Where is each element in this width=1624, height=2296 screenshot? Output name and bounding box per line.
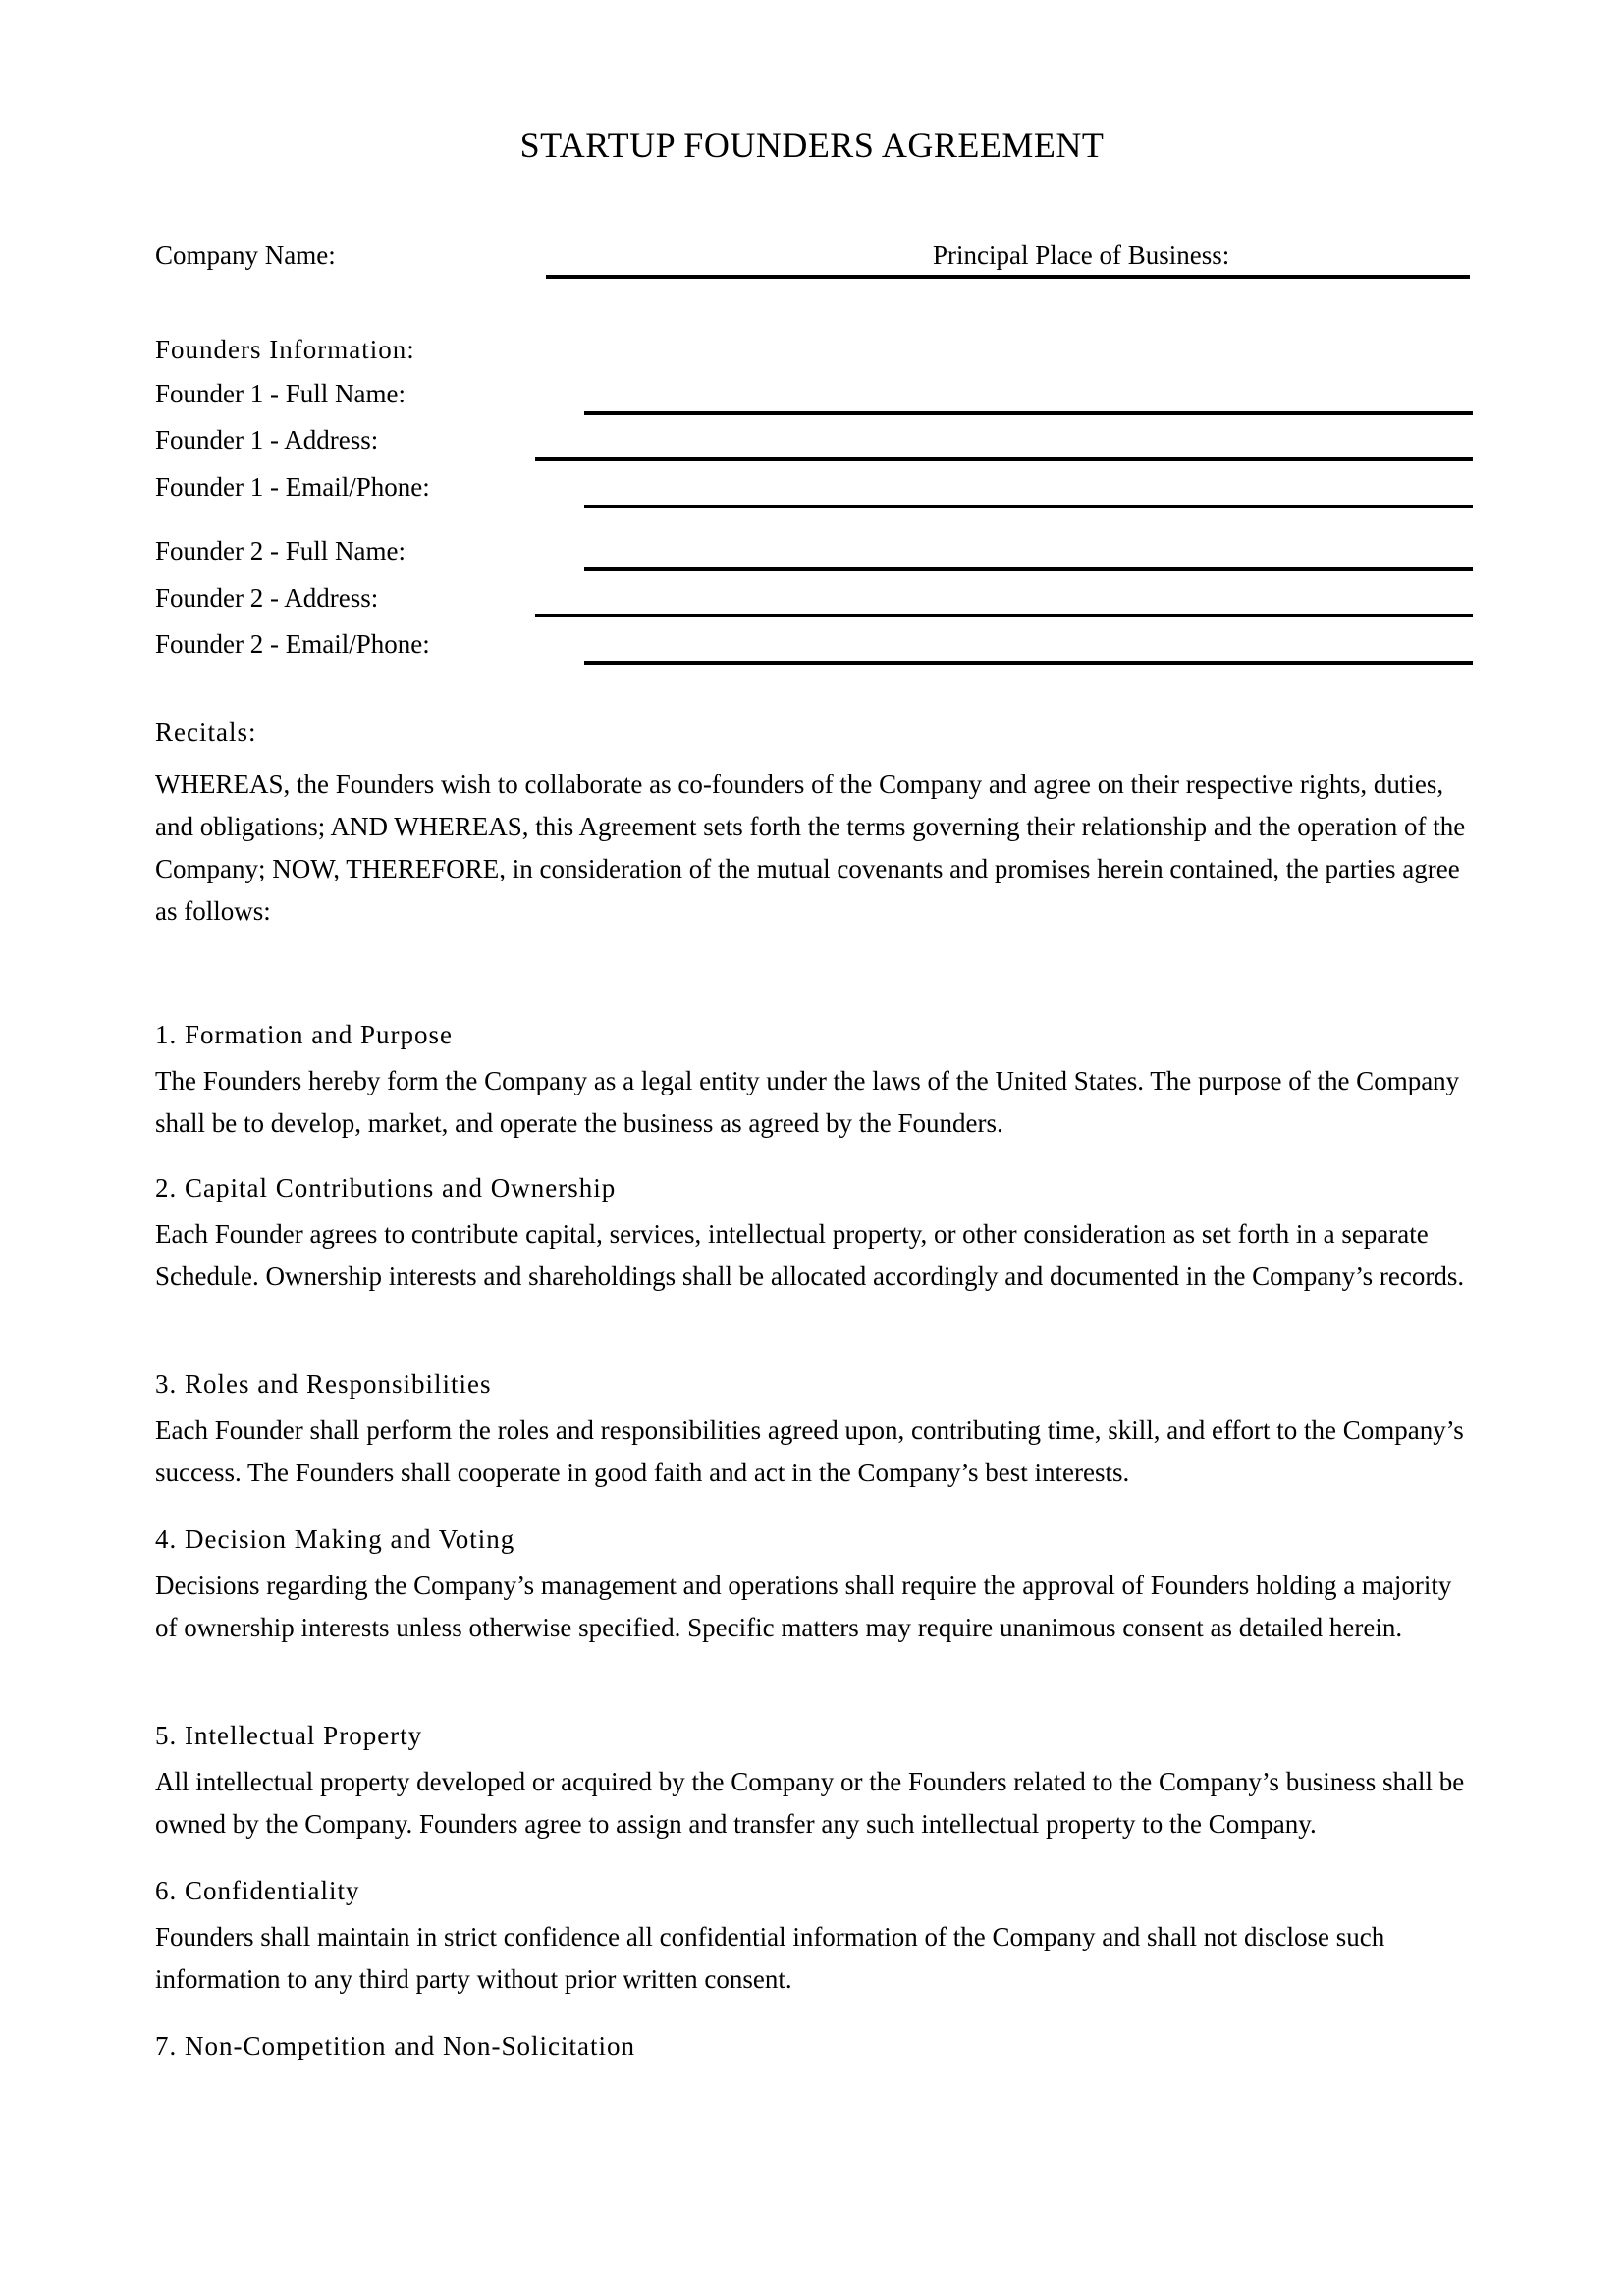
section-2-body: Each Founder agrees to contribute capital, services, intellectual property, or other consideration as set forth in a separate Schedule. Ownership interests and shareholdings shall be allocated accordingly and documented in the Company’s records. bbox=[155, 1219, 1465, 1291]
section-3 bbox=[155, 1367, 1471, 1494]
founder2-email-phone-line[interactable] bbox=[584, 661, 1473, 665]
section-1-heading: 1. Formation and Purpose bbox=[155, 1020, 453, 1049]
company-field-line[interactable] bbox=[546, 275, 1470, 279]
founders-information-heading: Founders Information: bbox=[155, 335, 415, 364]
founder2-full-name-label: Founder 2 - Full Name: bbox=[155, 536, 406, 565]
recitals-body: WHEREAS, the Founders wish to collaborate as co-founders of the Company and agree on their respective rights, duties, and obligations; AND WHEREAS, this Agreement sets forth the terms governing their relationship and the operation of the Company; NOW, THEREFORE, in consideration of the mutual covenants and promises herein contained, the parties agree as follows: bbox=[155, 770, 1466, 926]
principal-place-label: Principal Place of Business: bbox=[933, 240, 1230, 270]
section-5-body: All intellectual property developed or acquired by the Company or the Founders related to the Company’s business shall be owned by the Company. Founders agree to assign and transfer any such intellectual property to the Company. bbox=[155, 1767, 1465, 1839]
section-4-body: Decisions regarding the Company’s management and operations shall require the approval of Founders holding a majority of ownership interests unless otherwise specified. Specific matters may require unanimous consent as detailed herein. bbox=[155, 1571, 1452, 1642]
section-4-heading: 4. Decision Making and Voting bbox=[155, 1524, 515, 1554]
founder1-email-phone-label: Founder 1 - Email/Phone: bbox=[155, 472, 430, 502]
section-7 bbox=[155, 2029, 1471, 2071]
founder1-email-phone-line[interactable] bbox=[584, 505, 1473, 508]
section-2-heading: 2. Capital Contributions and Ownership bbox=[155, 1173, 617, 1202]
recitals-section bbox=[155, 716, 1471, 933]
founder1-address-line[interactable] bbox=[535, 457, 1473, 461]
founder1-full-name-line[interactable] bbox=[584, 411, 1473, 415]
founder2-email-phone-label: Founder 2 - Email/Phone: bbox=[155, 629, 430, 659]
section-1 bbox=[155, 1018, 1471, 1145]
recitals-heading: Recitals: bbox=[155, 718, 257, 747]
company-name-label: Company Name: bbox=[155, 240, 336, 270]
section-3-heading: 3. Roles and Responsibilities bbox=[155, 1369, 492, 1399]
section-4 bbox=[155, 1522, 1471, 1649]
founder1-full-name-label: Founder 1 - Full Name: bbox=[155, 379, 406, 408]
section-3-body: Each Founder shall perform the roles and responsibilities agreed upon, contributing time, skill, and effort to the Company’s success. The Founders shall cooperate in good faith and act in the Company’s best interests. bbox=[155, 1415, 1464, 1487]
section-7-heading: 7. Non-Competition and Non-Solicitation bbox=[155, 2031, 635, 2060]
section-1-body: The Founders hereby form the Company as a legal entity under the laws of the United States. The purpose of the Company shall be to develop, market, and operate the business as agreed by the Founders. bbox=[155, 1066, 1460, 1138]
founder2-full-name-line[interactable] bbox=[584, 567, 1473, 571]
section-5 bbox=[155, 1719, 1471, 1845]
section-5-heading: 5. Intellectual Property bbox=[155, 1721, 423, 1750]
section-6-body: Founders shall maintain in strict confidence all confidential information of the Company and shall not disclose such information to any third party without prior written consent. bbox=[155, 1922, 1385, 1994]
founder1-address-label: Founder 1 - Address: bbox=[155, 425, 379, 454]
section-6-heading: 6. Confidentiality bbox=[155, 1876, 360, 1905]
founder2-address-label: Founder 2 - Address: bbox=[155, 583, 379, 613]
section-2 bbox=[155, 1171, 1471, 1298]
section-6 bbox=[155, 1874, 1471, 2001]
founder2-address-line[interactable] bbox=[535, 614, 1473, 617]
document-title: STARTUP FOUNDERS AGREEMENT bbox=[519, 126, 1105, 165]
